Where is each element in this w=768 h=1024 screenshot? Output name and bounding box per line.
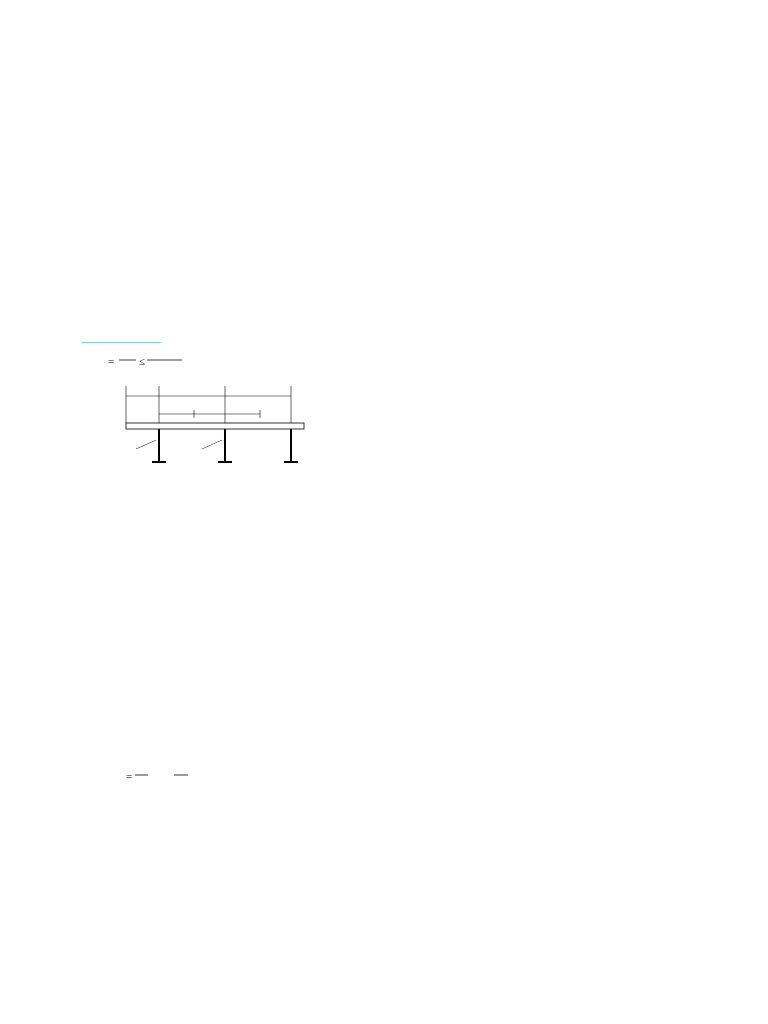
girder-section-diagram <box>94 380 308 466</box>
svg-text:=: = <box>126 771 133 783</box>
cell-border-line <box>81 342 161 343</box>
svg-text:=: = <box>108 356 115 368</box>
inner-beff-formula <box>86 344 196 378</box>
svg-text:≤: ≤ <box>139 356 146 368</box>
outer-beff-formula <box>106 762 206 792</box>
